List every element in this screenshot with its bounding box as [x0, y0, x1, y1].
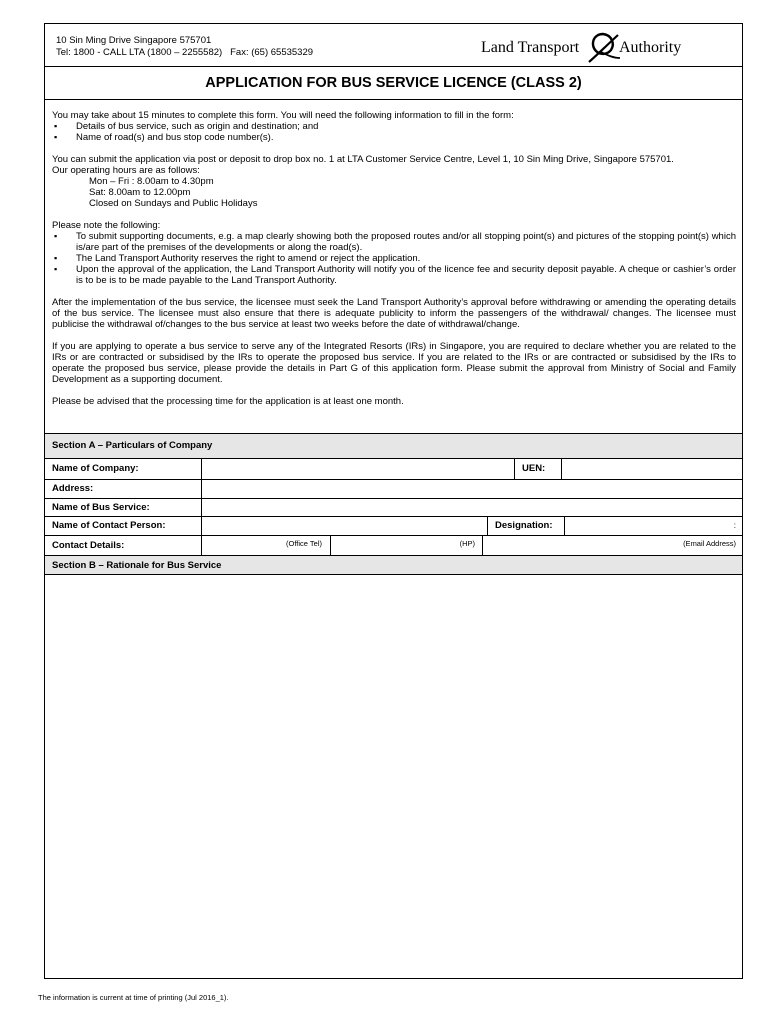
address-row	[45, 480, 742, 499]
contact-person-label: Name of Contact Person:	[45, 517, 202, 535]
contact-person-field[interactable]	[202, 517, 488, 535]
lta-emblem-icon	[585, 31, 621, 63]
office-tel-hint: (Office Tel)	[286, 539, 322, 548]
processing-time-note: Please be advised that the processing time for the application is at least one month.	[52, 396, 404, 407]
list-item: ▪ To submit supporting documents, e.g. a map clearly showing both the proposed routes and/or all stopping point(s) and pictures of the stopping point(s) which is/are part of the premises of the developments or along the road(s).	[52, 231, 736, 253]
hp-field[interactable]	[331, 536, 483, 556]
hp-hint: (HP)	[459, 539, 475, 548]
logo-text-left: Land Transport	[481, 39, 580, 56]
hours-weekday: Mon – Fri : 8.00am to 4.30pm	[89, 176, 214, 187]
company-name-label: Name of Company:	[45, 459, 202, 479]
form-frame	[44, 23, 743, 979]
form-header	[45, 24, 742, 67]
withdrawal-paragraph: After the implementation of the bus service, the licensee must seek the Land Transport Authority’s approval before withdrawing or amending the operating details of the bus service. The licensee must also ensure that there is adequate publicity to inform the passengers of the withdrawal/ changes. The licensee must publicise the withdrawal of/changes to the bus service at least two weeks before the date of withdrawal/change.	[52, 297, 736, 330]
section-a-heading: Section A – Particulars of Company	[45, 433, 742, 459]
list-item: ▪ Upon the approval of the application, the Land Transport Authority will notify you of the licence fee and security deposit payable. A cheque or cashier’s order is to be is to be made payable to the Land Transport Authority.	[52, 264, 736, 286]
list-item: ▪ Details of bus service, such as origin and destination; and	[52, 121, 736, 132]
company-name-row	[45, 459, 742, 480]
instructions	[52, 110, 736, 407]
contact-person-row	[45, 517, 742, 536]
required-info-list	[52, 121, 736, 143]
company-name-field[interactable]	[202, 459, 515, 479]
rationale-field[interactable]	[45, 575, 742, 978]
operating-hours-heading: Our operating hours are as follows:	[52, 165, 200, 176]
lta-logo	[481, 30, 691, 64]
bus-service-label: Name of Bus Service:	[45, 499, 202, 516]
address-label: Address:	[45, 480, 202, 498]
contact-details-row	[45, 536, 742, 556]
email-field[interactable]	[483, 536, 742, 556]
hours-closed: Closed on Sundays and Public Holidays	[89, 198, 258, 209]
designation-mark: :	[733, 521, 736, 530]
intro-paragraph-1: You may take about 15 minutes to complete this form. You will need the following information to fill in the form:	[52, 110, 514, 121]
contact-details-label: Contact Details:	[45, 536, 202, 556]
list-item: ▪ Name of road(s) and bus stop code number(s).	[52, 132, 736, 143]
bus-service-field[interactable]	[202, 499, 742, 516]
list-item: ▪ The Land Transport Authority reserves the right to amend or reject the application.	[52, 253, 736, 264]
address-line-2: Tel: 1800 - CALL LTA (1800 – 2255582) Fax: (65) 65535329	[56, 46, 314, 58]
form-title: APPLICATION FOR BUS SERVICE LICENCE (CLASS 2)	[45, 67, 742, 100]
footer-note: The information is current at time of printing (Jul 2016_1).	[38, 993, 229, 1002]
designation-field[interactable]	[565, 517, 742, 535]
address-line-1: 10 Sin Ming Drive Singapore 575701	[56, 35, 212, 46]
designation-label: Designation:	[488, 517, 565, 535]
bus-service-row	[45, 499, 742, 517]
address-field[interactable]	[202, 480, 742, 498]
uen-field[interactable]	[562, 459, 742, 479]
lta-address	[56, 35, 313, 58]
logo-text-right: Authority	[619, 39, 682, 56]
section-b-heading: Section B – Rationale for Bus Service	[45, 555, 742, 575]
notes-heading: Please note the following:	[52, 220, 161, 231]
uen-label: UEN:	[515, 459, 562, 479]
hours-saturday: Sat: 8.00am to 12.00pm	[89, 187, 191, 198]
submission-text: You can submit the application via post or deposit to drop box no. 1 at LTA Customer Service Centre, Level 1, 10 Sin Ming Drive, Singapore 575701.	[52, 154, 674, 165]
office-tel-field[interactable]	[202, 536, 331, 556]
integrated-resorts-paragraph: If you are applying to operate a bus service to serve any of the Integrated Resorts (IRs) in Singapore, you are required to declare whether you are related to the IRs or are contracted or subsidised by the IRs to operate the proposed bus service. If you are related to the IRs or are contracted or subsidised by the IRs to operate the proposed bus service, please provide the details in Part G of this application form. Please submit the approval from Ministry of Social and Family Development as a supporting document.	[52, 341, 736, 385]
notes-list	[52, 231, 736, 286]
email-hint: (Email Address)	[683, 539, 736, 548]
